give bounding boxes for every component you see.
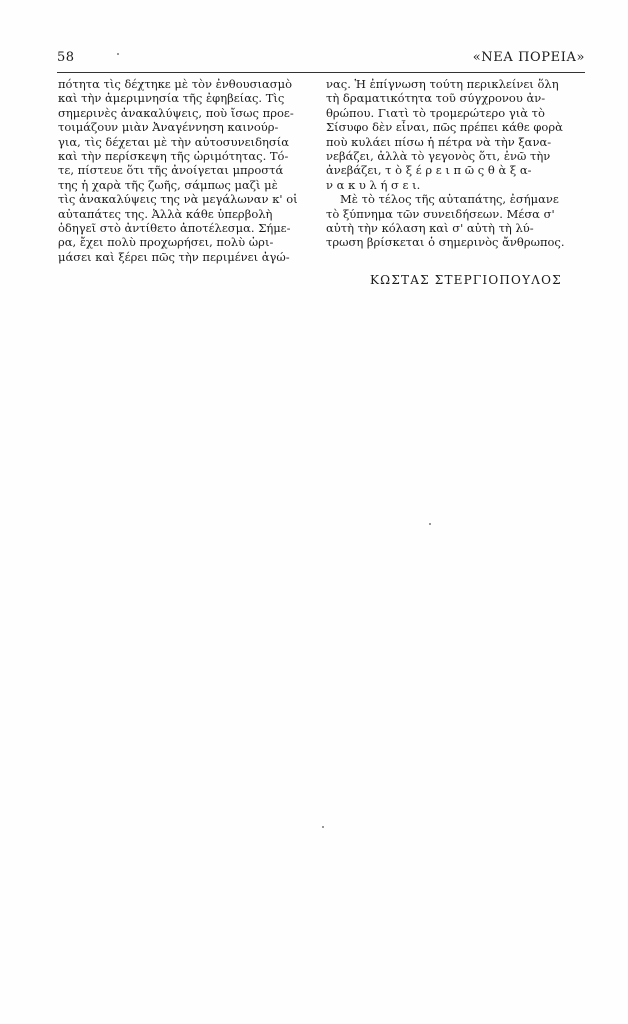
text-line: αὐταπάτες της. Ἀλλὰ κάθε ὑπερβολὴ — [58, 206, 273, 221]
text-line: τὸ ξύπνημα τῶν συνειδήσεων. Μέσα σ' — [326, 206, 555, 221]
header-rule — [57, 72, 585, 73]
text-line: νας. Ἡ ἐπίγνωση τούτη περικλείνει ὅλη — [326, 77, 559, 91]
text-line: τε, πίστευε ὅτι τῆς ἀνοίγεται μπροστά — [58, 163, 284, 178]
text-line: καὶ τὴν περίσκεψη τῆς ὡριμότητας. Τό- — [58, 149, 289, 164]
running-title: «ΝΕΑ ΠΟΡΕΙΑ» — [472, 50, 585, 65]
text-line: τὴ δραματικότητα τοῦ σύγχρονου ἀν- — [326, 91, 546, 106]
text-line: τοιμάζουν μιὰν Ἀναγέννηση καινούρ- — [58, 120, 279, 135]
text-line: θρώπου. Γιατὶ τὸ τρομερώτερο γιὰ τὸ — [326, 105, 545, 120]
text-line: ἀνεβάζει, τ ὸ ξ έ ρ ε ι π ῶ ς θ ὰ ξ α- — [326, 163, 532, 178]
text-line: καὶ τὴν ἀμεριμνησία τῆς ἐφηβείας. Τὶς — [58, 91, 285, 106]
text-line: τρωση βρίσκεται ὁ σημερινὸς ἄνθρωπος. — [326, 235, 565, 250]
text-line: Μὲ τὸ τέλος τῆς αὐταπάτης, ἐσήμανε — [340, 192, 559, 207]
text-line: σημερινὲς ἀνακαλύψεις, ποὺ ἴσως προε- — [58, 105, 294, 120]
text-line: μάσει καὶ ξέρει πῶς τὴν περιμένει ἀγώ- — [58, 249, 290, 264]
page-number: 58 — [57, 50, 75, 65]
author-signature: ΚΩΣΤΑΣ ΣΤΕΡΓΙΟΠΟΥΛΟΣ — [370, 273, 562, 287]
scan-speck — [429, 523, 431, 525]
text-line: τὶς ἀνακαλύψεις της νὰ μεγάλωναν κ' οἱ — [58, 192, 298, 207]
page-header — [57, 50, 585, 70]
text-line: ποὺ κυλάει πίσω ἡ πέτρα νὰ τὴν ξανα- — [326, 134, 552, 149]
text-line: ὁδηγεῖ στὸ ἀντίθετο ἀποτέλεσμα. Σήμε- — [58, 221, 291, 236]
text-line: αὐτὴ τὴν κόλαση καὶ σ' αὐτὴ τὴ λύ- — [326, 221, 534, 236]
right-column — [326, 77, 584, 250]
text-line: Σίσυφο δὲν εἶναι, πῶς πρέπει κάθε φορὰ — [326, 120, 563, 135]
text-line: νεβάζει, ἀλλὰ τὸ γεγονὸς ὅτι, ἐνῶ τὴν — [326, 149, 551, 164]
text-line: πότητα τὶς δέχτηκε μὲ τὸν ἐνθουσιασμὸ — [58, 77, 292, 91]
text-line: ν α κ υ λ ή σ ε ι. — [326, 177, 421, 192]
text-line: της ἡ χαρὰ τῆς ζωῆς, σάμπως μαζὶ μὲ — [58, 177, 278, 192]
left-column — [58, 77, 310, 264]
scan-speck — [117, 53, 119, 55]
text-line: ρα, ἔχει πολὺ προχωρήσει, πολὺ ὡρι- — [58, 235, 274, 250]
text-line: για, τὶς δέχεται μὲ τὴν αὐτοσυνειδησία — [58, 134, 290, 149]
scan-speck — [322, 826, 324, 828]
